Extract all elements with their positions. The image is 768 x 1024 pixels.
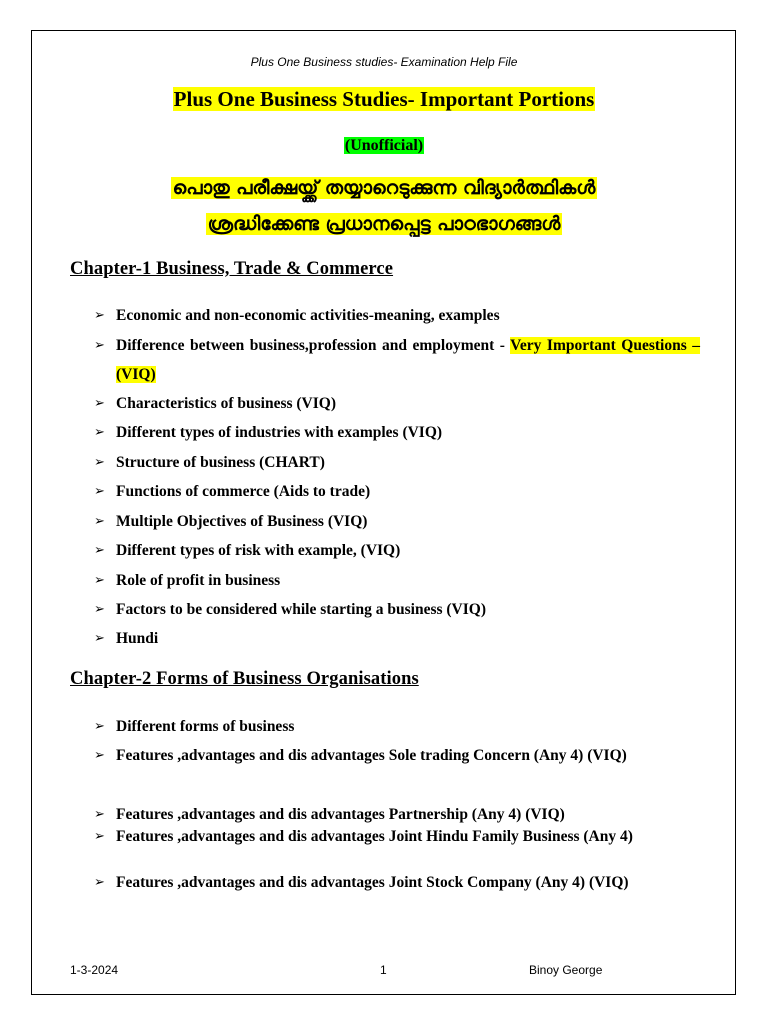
- running-header: Plus One Business studies- Examination Help File: [250, 55, 518, 69]
- document-title: Plus One Business Studies- Important Portions: [173, 87, 595, 111]
- unofficial-label: (Unofficial): [344, 137, 424, 154]
- list-item-text: Economic and non-economic activities-meaning, examples: [116, 307, 500, 324]
- list-item: [94, 566, 700, 595]
- arrow-bullet-icon: ➢: [94, 631, 105, 646]
- arrow-bullet-icon: ➢: [94, 748, 105, 763]
- subtitle-block: [0, 137, 768, 155]
- list-item: [94, 448, 700, 477]
- arrow-bullet-icon: ➢: [94, 396, 105, 411]
- list-item: [94, 871, 700, 894]
- malayalam-text-1: പൊതു പരീക്ഷയ്ക്ക് തയ്യാറെടുക്കുന്ന വിദ്യാർത്ഥികൾ: [172, 177, 596, 199]
- list-item-text: Functions of commerce (Aids to trade): [116, 483, 371, 500]
- very-important-highlight: Very Important Questions –(VIQ): [116, 337, 700, 383]
- title-block: [0, 87, 768, 112]
- arrow-bullet-icon: ➢: [94, 455, 105, 470]
- list-item: [94, 477, 700, 506]
- footer-author: Binoy George: [529, 963, 603, 977]
- list-item: [94, 389, 700, 418]
- list-item-text: Structure of business (CHART): [116, 454, 325, 471]
- list-item-text: [116, 331, 700, 389]
- arrow-bullet-icon: ➢: [94, 543, 105, 558]
- list-item: [94, 331, 700, 389]
- list-item-text: Role of profit in business: [116, 572, 281, 589]
- arrow-bullet-icon: ➢: [94, 514, 105, 529]
- chapter-1-heading: Chapter-1 Business, Trade & Commerce: [70, 259, 394, 279]
- list-item-text: Multiple Objectives of Business (VIQ): [116, 513, 368, 530]
- arrow-bullet-icon: ➢: [94, 573, 105, 588]
- arrow-bullet-icon: ➢: [94, 484, 105, 499]
- arrow-bullet-icon: ➢: [94, 308, 105, 323]
- footer-date: 1-3-2024: [70, 963, 119, 977]
- footer-page-number: 1: [380, 963, 387, 977]
- list-item-text: Factors to be considered while starting a business (VIQ): [116, 601, 486, 618]
- arrow-bullet-icon: ➢: [94, 425, 105, 440]
- list-item: [94, 595, 700, 624]
- arrow-bullet-icon: ➢: [94, 807, 105, 822]
- malayalam-line-1: [0, 177, 768, 199]
- list-item: [94, 418, 700, 447]
- list-item-text: Different types of risk with example, (VIQ): [116, 542, 401, 559]
- arrow-bullet-icon: ➢: [94, 719, 105, 734]
- list-item-text: Features ,advantages and dis advantages Joint Hindu Family Business (Any 4): [116, 828, 633, 845]
- arrow-bullet-icon: ➢: [94, 338, 105, 353]
- list-item: [94, 624, 700, 653]
- list-item-text: Hundi: [116, 630, 159, 647]
- list-item: [94, 712, 700, 741]
- list-item-text: Different forms of business: [116, 718, 295, 735]
- arrow-bullet-icon: ➢: [94, 829, 105, 844]
- list-item: [94, 301, 700, 330]
- list-item: [94, 507, 700, 536]
- malayalam-text-2: ശ്രദ്ധിക്കേണ്ട പ്രധാനപ്പെട്ട പാഠഭാഗങ്ങൾ: [207, 213, 561, 235]
- arrow-bullet-icon: ➢: [94, 875, 105, 890]
- list-item-text-plain: Difference between business,profession and employment -: [116, 337, 511, 354]
- list-item: [94, 825, 700, 848]
- list-item-text: Characteristics of business (VIQ): [116, 395, 336, 412]
- list-item: [94, 741, 700, 770]
- list-item-text: Different types of industries with examples (VIQ): [116, 424, 443, 441]
- list-item: [94, 536, 700, 565]
- list-item-text: Features ,advantages and dis advantages Sole trading Concern (Any 4) (VIQ): [116, 747, 627, 764]
- list-item-text: Features ,advantages and dis advantages Joint Stock Company (Any 4) (VIQ): [116, 874, 629, 891]
- list-item-text: Features ,advantages and dis advantages Partnership (Any 4) (VIQ): [116, 806, 565, 823]
- malayalam-line-2: [0, 213, 768, 235]
- chapter-2-heading: Chapter-2 Forms of Business Organisations: [70, 669, 419, 689]
- arrow-bullet-icon: ➢: [94, 602, 105, 617]
- list-item: [94, 803, 700, 826]
